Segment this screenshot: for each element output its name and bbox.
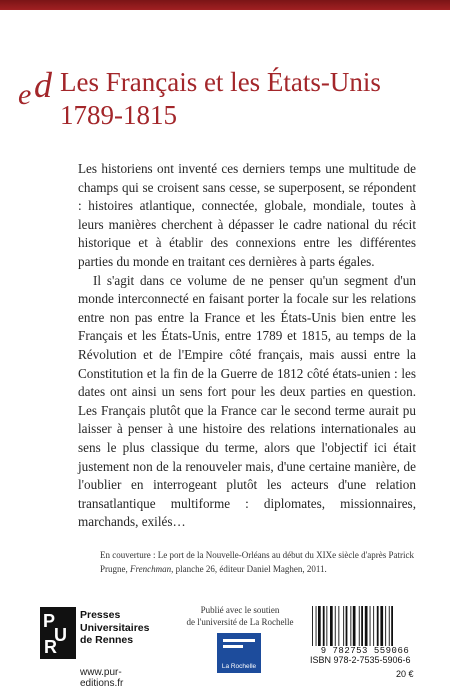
barcode-bar — [359, 606, 360, 646]
barcode-bar — [370, 606, 371, 646]
cover-credit-line-1: En couverture : Le port de la Nouvelle-Orléans au début du XIXe siècle d'après Patrick — [100, 550, 415, 560]
barcode-bar — [350, 606, 351, 646]
barcode-bar — [326, 606, 327, 646]
publisher-url: www.pur-editions.fr — [80, 667, 124, 689]
blurb-paragraph-1: Les historiens ont inventé ces derniers temps une multitude de champs qui se croisent sans cesse, se superposent, se répondent : histoires atlantique, connectée, globale, mondiale, toutes à leurs manières cherchent à dépasser le cadre national du récit historique et à établir des connexions entre les différentes parties du monde en traitant ces dernières à parts égales. — [78, 161, 416, 269]
logo-letter-e: e — [18, 78, 32, 111]
blurb-paragraph-2: Il s'agit dans ce volume de ne penser qu'un segment d'un monde interconnecté en faisant porter la focale sur les relations entre non pas entre la France et les États-Unis bien entre les Français et les États-Unis, entre 1789 et 1815, au temps de la Révolution et de l'Empire côté français, mais aussi entre la Constitution et la fin de la Guerre de 1812 côté états-unien : les dates ont ainsi un sens fort pour les deux parties en question. Les Français plutôt que la France car le second terme aurait pu laisser à penser à une histoire des relations internationales au sens le plus classique du terme, alors que l'objectif ici était justement non de la renouveler mais, d'une certaine manière, de l'oublier en interrogeant plutôt les acteurs d'une relation transatlantique multiforme : diplomates, missionnaires, marchands, exilés… — [78, 272, 416, 530]
pur-logo-p: P — [43, 611, 56, 631]
cover-credit-text: Prugne, — [100, 564, 130, 574]
barcode-bar — [373, 606, 374, 646]
logo-stripe — [223, 639, 255, 642]
pur-name-line-3: de Rennes — [80, 634, 134, 646]
pur-name-line-2: Universitaires — [80, 621, 150, 634]
top-color-band — [0, 0, 450, 10]
barcode-digits: 9 782753 559066 — [320, 646, 410, 656]
barcode-bar — [338, 606, 339, 646]
barcode-bar — [377, 606, 379, 646]
barcode-bar — [391, 606, 393, 646]
barcode-bar — [385, 606, 386, 646]
cover-credit-line-2 — [100, 562, 420, 576]
cover-credit — [100, 548, 420, 576]
publisher-ed-logo — [18, 66, 58, 110]
pur-logo-r: R — [44, 637, 57, 657]
la-rochelle-logo — [217, 633, 261, 673]
barcode-bar — [380, 606, 383, 646]
barcode-bar — [330, 606, 333, 646]
cover-credit-text-end: , planche 26, éditeur Daniel Maghen, 2011. — [171, 564, 327, 574]
price: 20 € — [396, 669, 414, 679]
pur-logo-u: U — [54, 625, 67, 645]
pur-name — [80, 609, 160, 647]
logo-letter-d: d — [34, 65, 52, 105]
isbn: ISBN 978-2-7535-5906-6 — [310, 655, 411, 665]
barcode-bar — [312, 606, 313, 646]
barcode-bar — [343, 606, 344, 646]
barcode-bar — [353, 606, 356, 646]
logo-stripe — [223, 645, 243, 648]
barcode-bar — [365, 606, 368, 646]
title-line-1: Les Français et les États-Unis — [60, 67, 381, 97]
book-title — [60, 66, 440, 132]
pur-logo — [40, 607, 76, 659]
support-line-2: de l'université de La Rochelle — [186, 617, 294, 627]
barcode-bar — [361, 606, 363, 646]
pur-publisher-block — [40, 607, 160, 689]
pur-name-line-1: Presses — [80, 609, 121, 621]
barcode-bar — [389, 606, 390, 646]
barcode-bar — [335, 606, 336, 646]
support-notice — [185, 604, 295, 628]
title-line-2: 1789-1815 — [60, 100, 177, 130]
support-line-1: Publié avec le soutien — [200, 605, 280, 615]
la-rochelle-logo-text: La Rochelle — [221, 663, 257, 670]
barcode-bar — [323, 606, 325, 646]
barcode-bar — [346, 606, 348, 646]
barcode-bar — [318, 606, 321, 646]
barcode-bar — [316, 606, 317, 646]
back-cover-blurb — [78, 160, 416, 532]
cover-credit-work-title: Frenchman — [130, 564, 172, 574]
barcode-image — [310, 606, 420, 646]
